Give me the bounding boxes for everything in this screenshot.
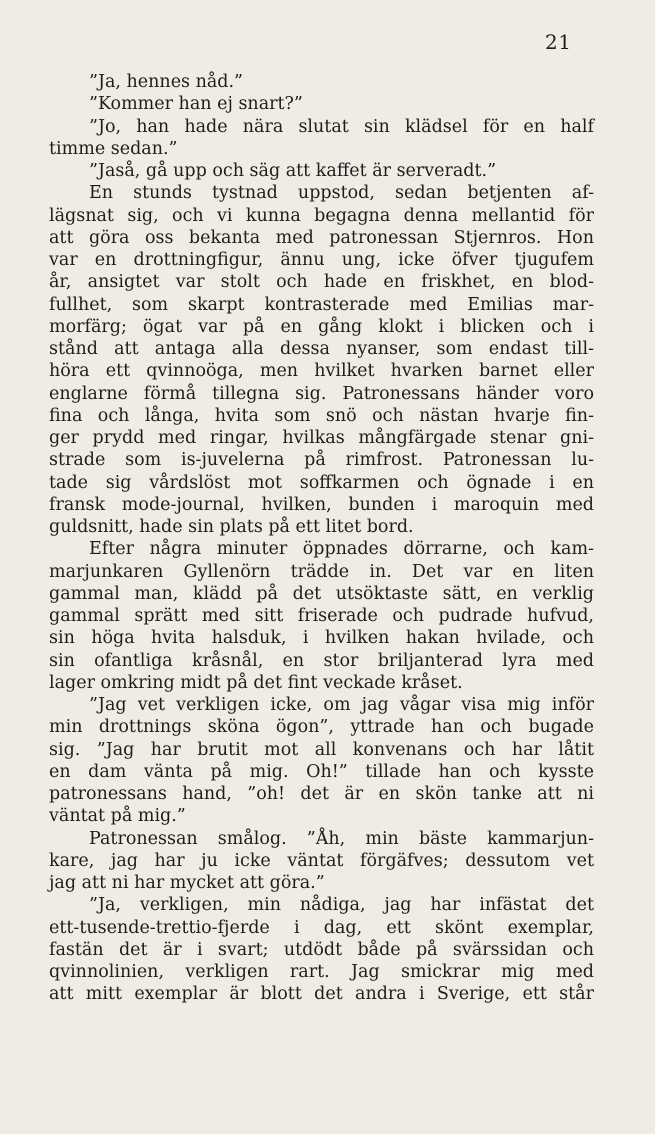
text-line: sig. ”Jag har brutit mot all konvenans och har låtit — [49, 739, 594, 760]
text-line: en dam vänta på mig. Oh!” tillade han och kysste — [49, 761, 594, 782]
text-line: marjunkaren Gyllenörn trädde in. Det var en liten — [49, 561, 594, 582]
text-line: sin höga hvita halsduk, i hvilken hakan hvilade, och — [49, 628, 594, 649]
text-line: gammal sprätt med sitt friserade och pudrade hufvud, — [49, 606, 594, 626]
text-line: ett-tusende-trettio-fjerde i dag, ett skönt exemplar, — [49, 917, 594, 938]
text-line: väntat på mig.” — [49, 806, 186, 827]
text-line: fransk mode-journal, hvilken, bunden i maroquin med — [49, 494, 594, 515]
text-line: morfärg; ögat var på en gång klokt i blicken och i — [49, 316, 594, 337]
text-line: år, ansigtet var stolt och hade en friskhet, en blod- — [49, 272, 594, 293]
text-line: att mitt exemplar är blott det andra i Sverige, ett står — [49, 984, 594, 1005]
text-line: Efter några minuter öppnades dörrarne, och kam- — [89, 539, 594, 560]
text-line: ”Ja, hennes nåd.” — [89, 72, 244, 92]
text-line: timme sedan.” — [49, 138, 178, 159]
text-line: höra ett qvinnoöga, men hvilket hvarken barnet eller — [49, 361, 594, 382]
text-line: ”Kommer han ej snart?” — [89, 94, 303, 115]
text-line: fina och långa, hvita som snö och nästan hvarje fin- — [49, 405, 594, 426]
text-line: Patronessan smålog. ”Åh, min bäste kammarjun- — [89, 828, 594, 849]
text-line: ”Jaså, gå upp och säg att kaffet är serveradt.” — [89, 161, 497, 181]
text-line: att göra oss bekanta med patronessan Stjernros. Hon — [49, 227, 594, 248]
text-line: patronessans hand, ”oh! det är en skön tanke att ni — [49, 784, 594, 804]
text-line: tade sig vårdslöst mot soffkarmen och ögnade i en — [49, 472, 594, 493]
text-line: min drottnings sköna ögon”, yttrade han och bugade — [49, 717, 594, 738]
text-line: ”Jag vet verkligen icke, om jag vågar visa mig inför — [89, 695, 594, 715]
text-line: ”Ja, verkligen, min nådiga, jag har infästat det — [89, 895, 594, 916]
text-line: stånd att antaga alla dessa nyanser, som endast till- — [49, 339, 594, 359]
text-line: lager omkring midt på det fint veckade kråset. — [49, 672, 463, 693]
text-line: ”Jo, han hade nära slutat sin klädsel för en half — [89, 116, 594, 137]
page-number: 21 — [545, 30, 572, 54]
text-line: qvinnolinien, verkligen rart. Jag smickrar mig med — [49, 962, 594, 982]
text-line: En stunds tystnad uppstod, sedan betjenten af- — [89, 183, 594, 204]
text-line: guldsnitt, hade sin plats på ett litet bord. — [49, 517, 414, 537]
text-line: fullhet, som skarpt kontrasterade med Emilias mar- — [49, 294, 594, 315]
text-line: var en drottningfigur, ännu ung, icke öfver tjugufem — [49, 250, 594, 270]
text-line: fastän det är i svart; utdödt både på svärssidan och — [49, 939, 594, 960]
body-text — [49, 71, 594, 1006]
text-line: ger prydd med ringar, hvilkas mångfärgade stenar gni- — [49, 428, 594, 448]
text-line: englarne förmå tillegna sig. Patronessans händer voro — [49, 383, 594, 404]
text-line: sin ofantliga kråsnål, en stor briljanterad lyra med — [49, 650, 594, 671]
text-line: jag att ni har mycket att göra.” — [49, 873, 325, 893]
text-line: strade som is-juvelerna på rimfrost. Patronessan lu- — [49, 450, 594, 471]
text-line: lägsnat sig, och vi kunna begagna denna mellantid för — [49, 205, 594, 226]
text-line: gammal man, klädd på det utsöktaste sätt, en verklig — [49, 583, 594, 604]
text-line: kare, jag har ju icke väntat förgäfves; dessutom vet — [49, 850, 594, 871]
